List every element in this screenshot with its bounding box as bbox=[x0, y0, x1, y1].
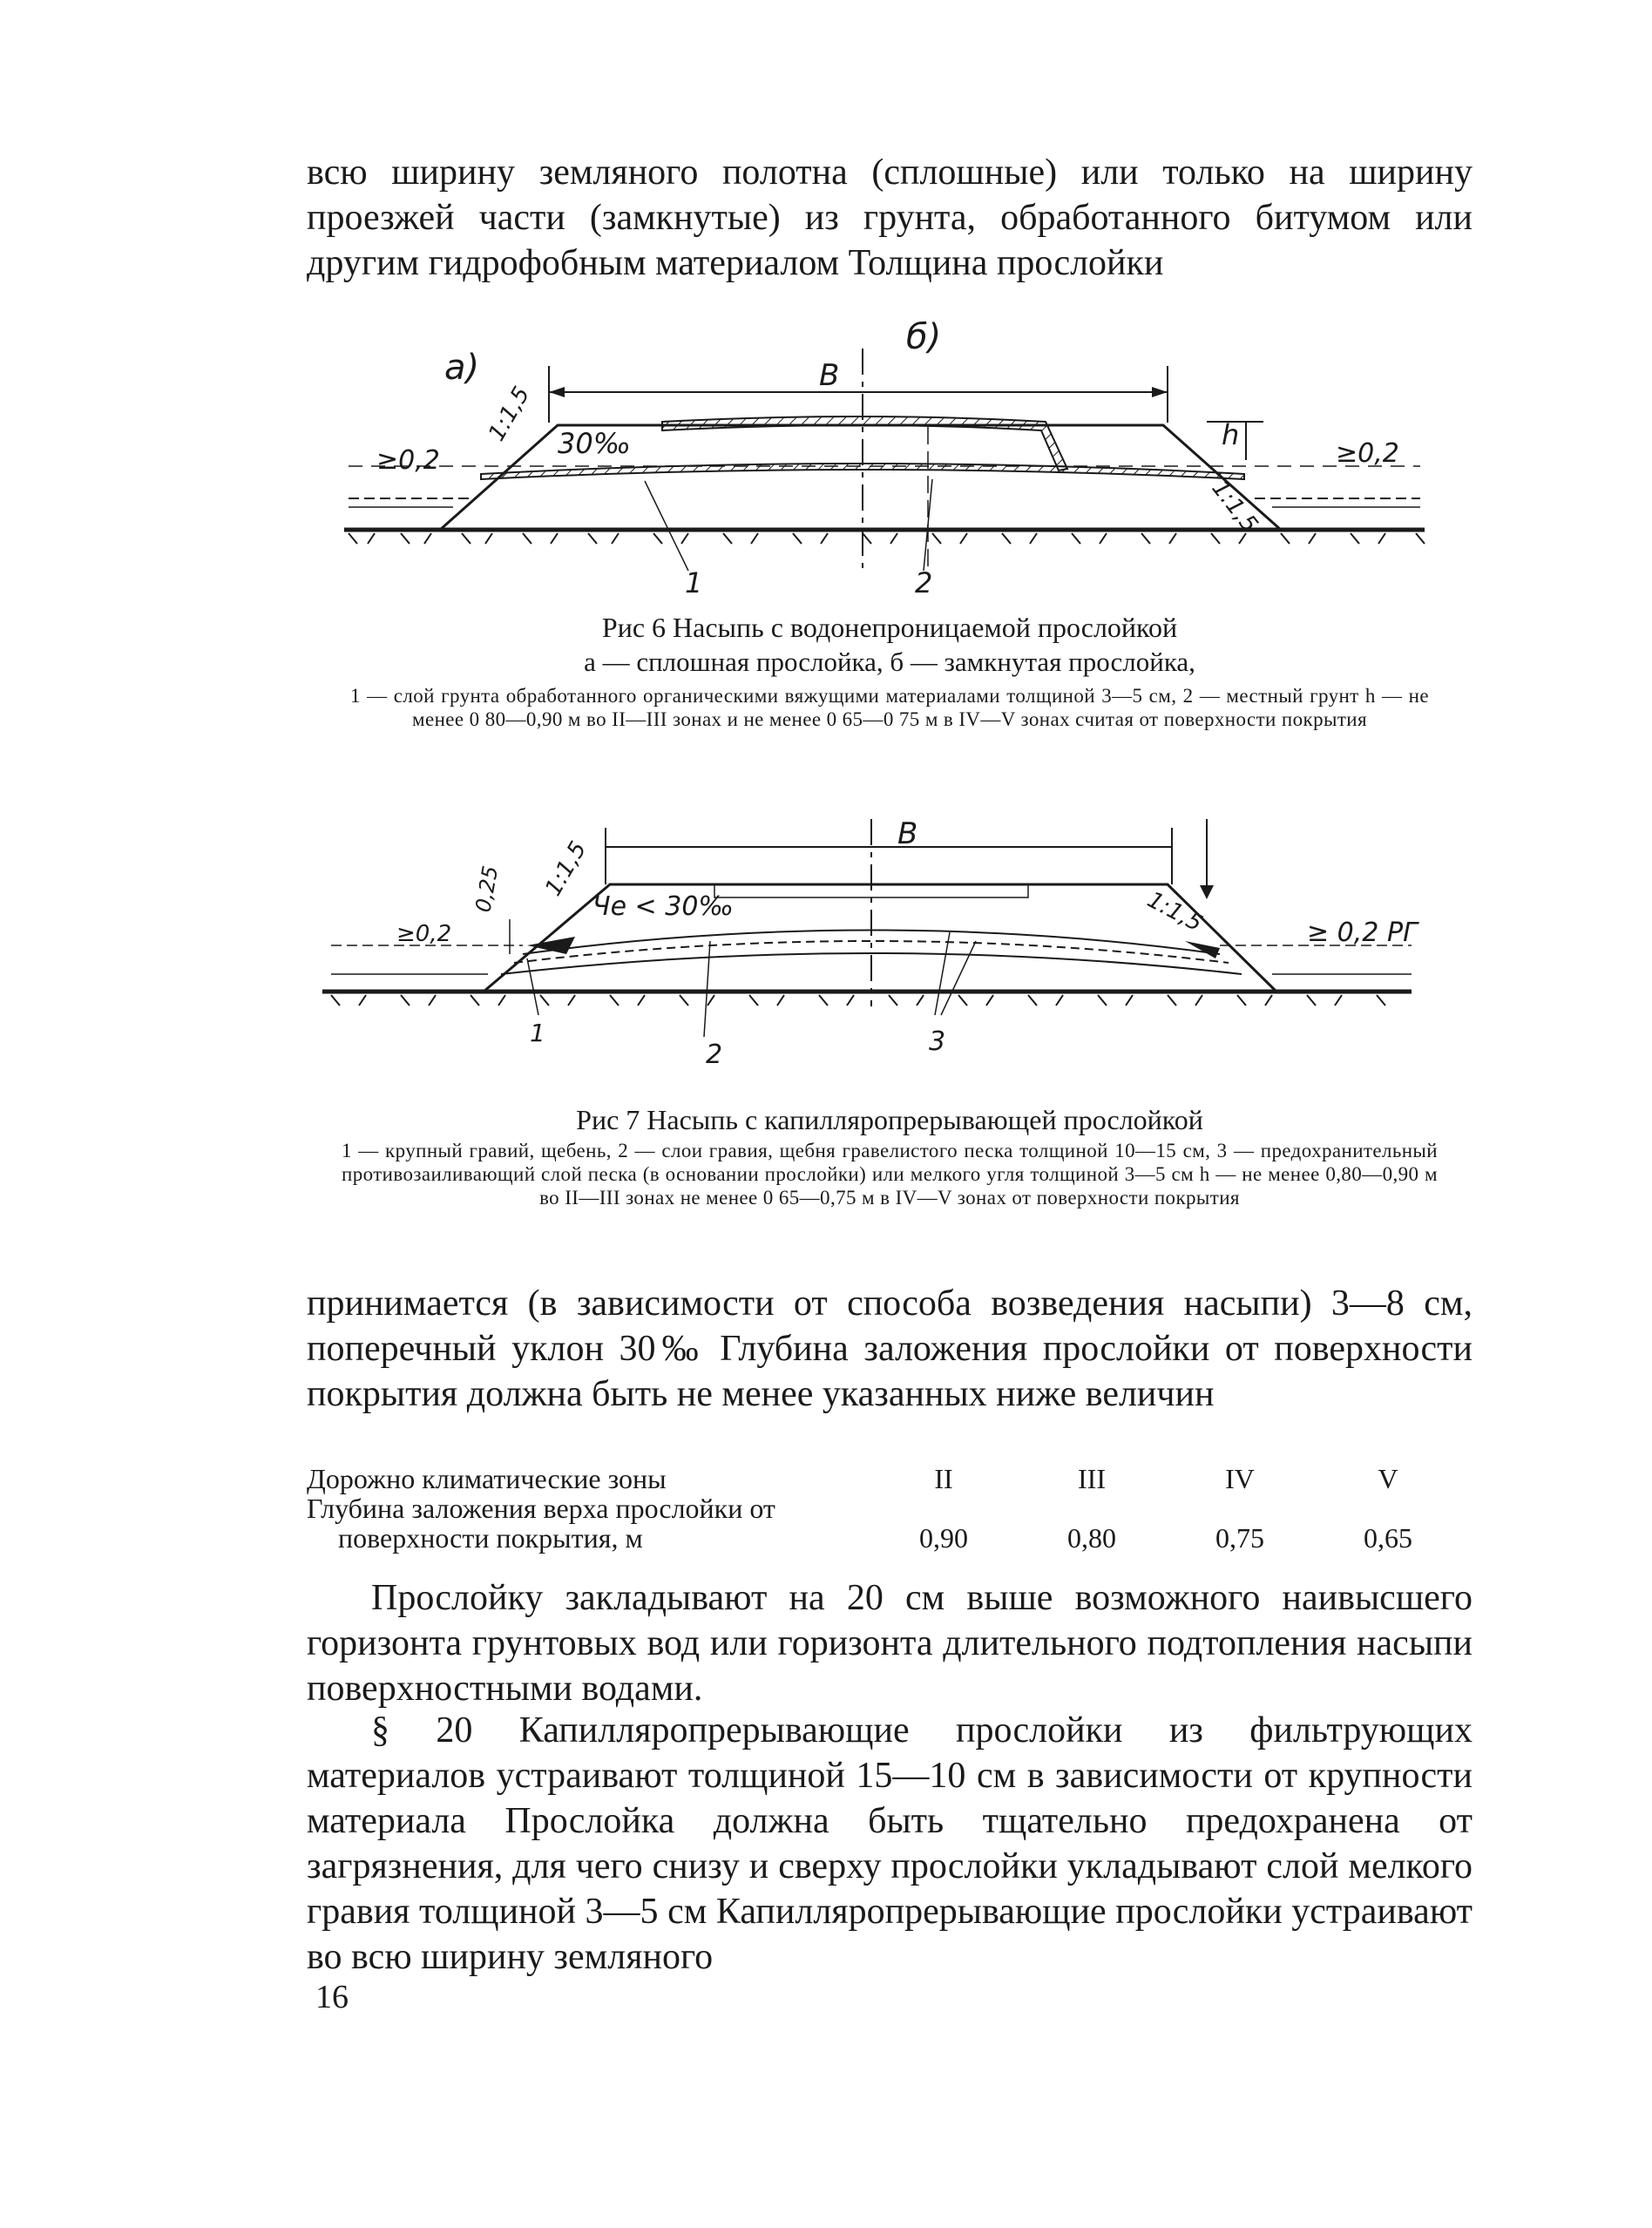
zone-header: V bbox=[1378, 1463, 1398, 1494]
depth-value: 0,75 bbox=[1215, 1522, 1264, 1554]
label-a: а) bbox=[444, 348, 480, 388]
slope-left: 1:1,5 bbox=[484, 382, 536, 446]
figure-7-embankment-diagram bbox=[0, 802, 1652, 1080]
paragraph-p2: § 20 Капилляропрерывающие прослойки из фильтрующих материалов устраивают толщиной 15—10 см в зависимости от крупности материала Прослойка должна быть тщательно предохранена от загрязнения, для чего снизу и сверху прослойки укладывают слой мелкого гравия толщиной 3—5 см Капилляропрерывающие прослойки устраивают во всю ширину земляного bbox=[307, 1710, 1473, 1977]
closed-layer bbox=[662, 416, 1067, 471]
label-B: В bbox=[819, 358, 840, 393]
table-header-label: Дорожно климатические зоны bbox=[307, 1463, 667, 1494]
zone-header: IV bbox=[1225, 1463, 1255, 1494]
callout-2: 2 bbox=[915, 566, 933, 599]
soil-hatching bbox=[331, 995, 1385, 1006]
zone-header: II bbox=[934, 1463, 953, 1494]
table-row-label bbox=[307, 1493, 870, 1553]
zone-header: III bbox=[1078, 1463, 1106, 1494]
table-row bbox=[307, 1464, 1462, 1493]
layer-ends bbox=[527, 937, 1220, 958]
label-h: h bbox=[1222, 418, 1240, 451]
label-b: б) bbox=[906, 317, 942, 357]
soil-hatching bbox=[349, 533, 1425, 544]
figure-6-caption-sub: а — сплошная прослойка, б — замкнутая прослойка, bbox=[584, 647, 1195, 677]
row-label-line1: Глубина заложения верха прослойки от bbox=[307, 1493, 775, 1524]
row-label-line2: поверхности покрытия, м bbox=[338, 1522, 643, 1554]
paragraph-p1: Прослойку закладывают на 20 см выше возможного наивысшего горизонта грунтовых вод или горизонта длительного подтопления насыпи поверхностными водами. bbox=[307, 1578, 1473, 1709]
figure-6-caption-note: 1 — слой грунта обработанного органическими вяжущими материалами толщиной 3—5 см, 2 — местный грунт h — не менее 0 80—0,90 м во II—III зонах и не менее 0 65—0 75 м в IV—V зонах считая от поверхности покрытия bbox=[350, 685, 1429, 730]
level-right: ≥ 0,2 bbox=[1307, 918, 1379, 948]
depth-value: 0,65 bbox=[1364, 1522, 1412, 1554]
figure-6-embankment-diagram bbox=[0, 314, 1652, 610]
figure-7-caption-title: Рис 7 Насыпь с капилляропрерывающей прослойкой bbox=[576, 1104, 1203, 1135]
paragraph-middle: принимается (в зависимости от способа возведения насыпи) 3—8 см, поперечный уклон 30‰ Глубина заложения прослойки от поверхности покрытия должна быть не менее указанных ниже величин bbox=[307, 1283, 1473, 1414]
rg-label: РГ bbox=[1387, 918, 1418, 948]
callout-1: 1 bbox=[530, 1019, 545, 1047]
level-right: ≥0,2 bbox=[1336, 438, 1399, 469]
table-row bbox=[307, 1493, 1462, 1553]
paragraph-top: всю ширину земляного полотна (сплошные) или только на ширину проезжей части (замкнутые) из грунта, обработанного битумом или другим гидрофобным материалом Толщина прослойки bbox=[307, 152, 1473, 283]
zones-table bbox=[307, 1464, 1462, 1553]
figure-7-caption-note: 1 — крупный гравий, щебень, 2 — слои гравия, щебня гравелистого песка толщиной 10—15 см, 3 — предохранительный противозаиливающий слой песка (в основании прослойки) или мелкого угля толщиной 3—5 см h — не менее 0,80—0,90 м во II—III зонах не менее 0 65—0,75 м в IV—V зонах от поверхности покрытия bbox=[342, 1140, 1438, 1209]
depth-value: 0,90 bbox=[919, 1522, 968, 1554]
callout-1: 1 bbox=[685, 566, 703, 599]
grade-label: Че < 30‰ bbox=[592, 891, 734, 922]
page-number: 16 bbox=[315, 1979, 349, 2015]
slope-left: 1:1,5 bbox=[540, 836, 592, 901]
level-left: ≥0,2 bbox=[396, 921, 452, 947]
slope-right: 1:1,5 bbox=[1206, 475, 1263, 538]
callout-3: 3 bbox=[929, 1026, 946, 1057]
slope-right: 1:1,5 bbox=[1142, 886, 1207, 938]
figure-6-caption-title: Рис 6 Насыпь с водонепроницаемой прослойкой bbox=[601, 612, 1178, 643]
grade-label: 30‰ bbox=[558, 427, 631, 460]
callout-2: 2 bbox=[706, 1040, 723, 1070]
label-B: В bbox=[897, 816, 918, 851]
depth-label: 0,25 bbox=[471, 863, 504, 915]
depth-value: 0,80 bbox=[1067, 1522, 1116, 1554]
level-left: ≥0,2 bbox=[376, 445, 440, 476]
